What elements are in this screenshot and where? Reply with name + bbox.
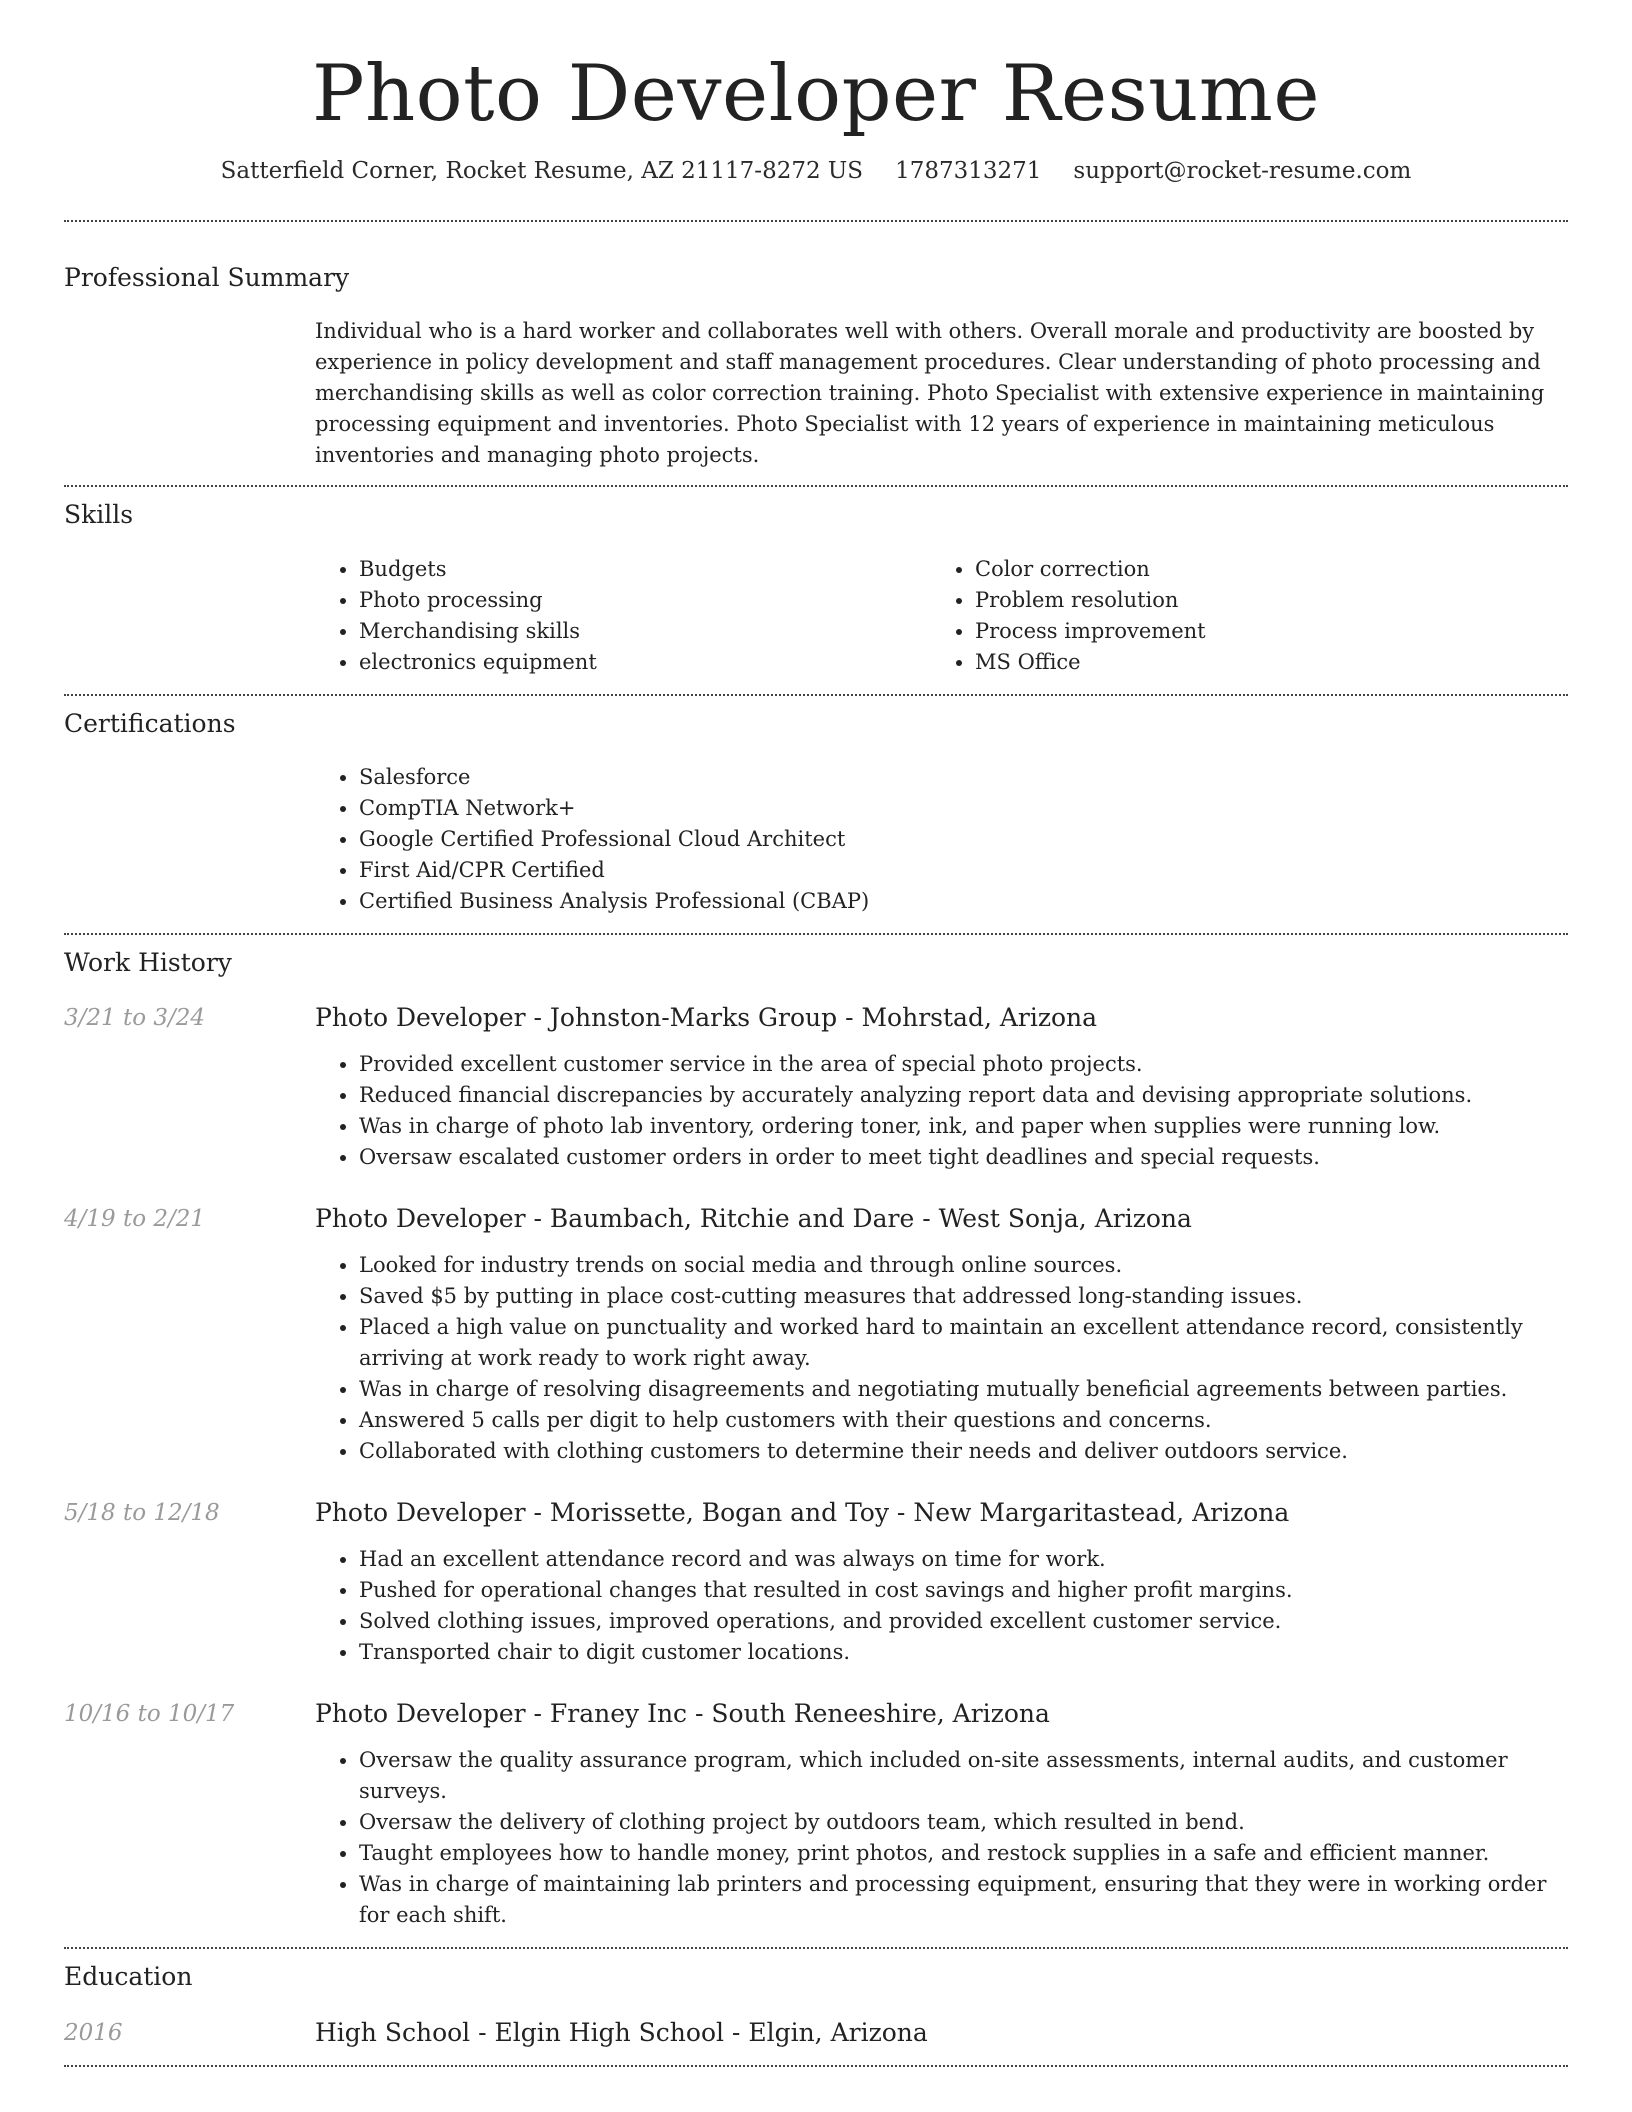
- summary-section: [64, 222, 1568, 472]
- job-bullet: • Looked for industry trends on social media and through online sources.: [359, 1250, 1568, 1281]
- job-bullet: • Provided excellent customer service in the area of special photo projects.: [359, 1049, 1568, 1080]
- job-entry: [64, 1002, 1568, 1173]
- job-bullet: • Reduced financial discrepancies by accurately analyzing report data and devising appropriate solutions.: [359, 1080, 1568, 1111]
- job-entry: [64, 1203, 1568, 1467]
- education-title: High School - Elgin High School - Elgin, Arizona: [315, 2018, 928, 2048]
- job-dates: 10/16 to 10/17: [64, 1700, 235, 1727]
- skill-item: • MS Office: [975, 647, 1568, 678]
- skill-item: • Photo processing: [359, 585, 931, 616]
- contact-line: [64, 158, 1568, 184]
- job-bullet: • Saved $5 by putting in place cost-cutting measures that addressed long-standing issues.: [359, 1281, 1568, 1312]
- skills-heading: Skills: [64, 500, 134, 530]
- summary-text: Individual who is a hard worker and collaborates well with others. Overall morale and productivity are boosted by experience in policy development and staff management procedures. Clear understanding of photo processing and merchandising skills as well as color correction training. Photo Specialist with extensive experience in maintaining processing equipment and inventories. Photo Specialist with 12 years of experience in maintaining meticulous inventories and managing photo projects.: [315, 319, 1545, 468]
- job-bullet: • Placed a high value on punctuality and worked hard to maintain an excellent attendance record, consistently arriving at work ready to work right away.: [359, 1312, 1568, 1374]
- education-heading: Education: [64, 1961, 193, 1991]
- summary-heading: Professional Summary: [64, 262, 350, 292]
- certification-item: • First Aid/CPR Certified: [359, 855, 1568, 886]
- education-section: [64, 1949, 1568, 2050]
- job-bullets: [315, 1250, 1568, 1467]
- job-bullet: • Oversaw escalated customer orders in order to meet tight deadlines and special requests.: [359, 1142, 1568, 1173]
- work-history-section: [64, 935, 1568, 1931]
- certifications-list: [315, 762, 1568, 917]
- education-date: 2016: [64, 2020, 123, 2047]
- contact-phone: 1787313271: [895, 157, 1042, 184]
- skill-item: • Process improvement: [975, 616, 1568, 647]
- job-title: Photo Developer - Johnston-Marks Group - Mohrstad, Arizona: [315, 1002, 1098, 1032]
- contact-address: Satterfield Corner, Rocket Resume, AZ 21117-8272 US: [220, 157, 864, 184]
- job-bullet: • Solved clothing issues, improved operations, and provided excellent customer service.: [359, 1606, 1568, 1637]
- job-bullet: • Was in charge of maintaining lab printers and processing equipment, ensuring that they were in working order for each shift.: [359, 1869, 1568, 1931]
- job-bullet: • Was in charge of photo lab inventory, ordering toner, ink, and paper when supplies were running low.: [359, 1111, 1568, 1142]
- job-dates: 3/21 to 3/24: [64, 1004, 206, 1031]
- skills-list-left: [315, 554, 931, 678]
- job-bullet: • Was in charge of resolving disagreements and negotiating mutually beneficial agreements between parties.: [359, 1374, 1568, 1405]
- work-history-heading: Work History: [64, 948, 232, 978]
- contact-email: support@rocket-resume.com: [1073, 157, 1412, 184]
- job-bullet: • Oversaw the quality assurance program, which included on-site assessments, internal audits, and customer surveys.: [359, 1745, 1568, 1807]
- certification-item: • Google Certified Professional Cloud Architect: [359, 824, 1568, 855]
- job-bullet: • Oversaw the delivery of clothing project by outdoors team, which resulted in bend.: [359, 1807, 1568, 1838]
- job-dates: 4/19 to 2/21: [64, 1205, 206, 1232]
- job-bullet: • Taught employees how to handle money, print photos, and restock supplies in a safe and efficient manner.: [359, 1838, 1568, 1869]
- resume-title: Photo Developer Resume: [311, 49, 1321, 139]
- job-entry: [64, 1497, 1568, 1668]
- job-bullet: • Pushed for operational changes that resulted in cost savings and higher profit margins.: [359, 1575, 1568, 1606]
- job-title: Photo Developer - Baumbach, Ritchie and Dare - West Sonja, Arizona: [315, 1203, 1192, 1233]
- certification-item: • Salesforce: [359, 762, 1568, 793]
- skill-item: • Merchandising skills: [359, 616, 931, 647]
- job-bullet: • Transported chair to digit customer locations.: [359, 1637, 1568, 1668]
- skills-section: [64, 487, 1568, 678]
- skills-list-right: [931, 554, 1568, 678]
- job-bullets: [315, 1544, 1568, 1668]
- skill-item: • Color correction: [975, 554, 1568, 585]
- skill-item: • Problem resolution: [975, 585, 1568, 616]
- job-title: Photo Developer - Franey Inc - South Reneeshire, Arizona: [315, 1698, 1050, 1728]
- job-bullet: • Had an excellent attendance record and was always on time for work.: [359, 1544, 1568, 1575]
- skill-item: • Budgets: [359, 554, 931, 585]
- skill-item: • electronics equipment: [359, 647, 931, 678]
- certifications-section: [64, 696, 1568, 918]
- certification-item: • Certified Business Analysis Professional (CBAP): [359, 886, 1568, 917]
- job-title: Photo Developer - Morissette, Bogan and Toy - New Margaritastead, Arizona: [315, 1497, 1290, 1527]
- job-bullets: [315, 1745, 1568, 1931]
- education-entry: [64, 2017, 1568, 2049]
- divider: [64, 2065, 1568, 2067]
- certifications-heading: Certifications: [64, 708, 236, 738]
- job-entry: [64, 1698, 1568, 1931]
- certification-item: • CompTIA Network+: [359, 793, 1568, 824]
- job-dates: 5/18 to 12/18: [64, 1499, 220, 1526]
- job-bullet: • Collaborated with clothing customers to determine their needs and deliver outdoors service.: [359, 1436, 1568, 1467]
- job-bullets: [315, 1049, 1568, 1173]
- job-bullet: • Answered 5 calls per digit to help customers with their questions and concerns.: [359, 1405, 1568, 1436]
